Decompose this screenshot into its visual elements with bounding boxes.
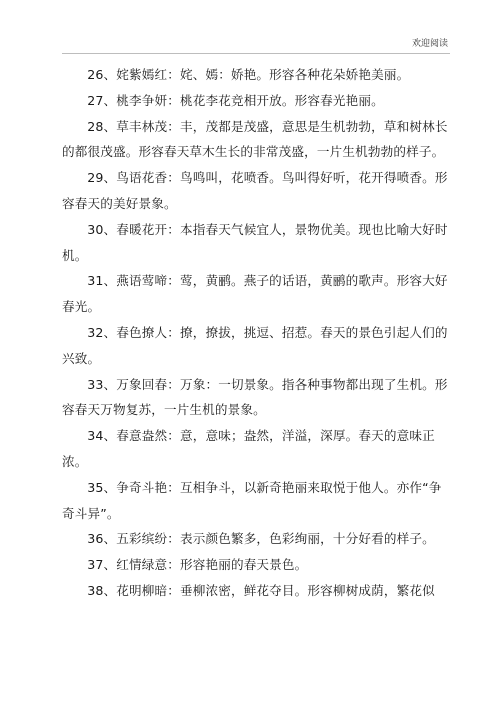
idiom-entry-35: 35、争奇斗艳：互相争斗，以新奇艳丽来取悦于他人。亦作“争奇斗异”。 (62, 479, 442, 521)
idiom-entry-28: 28、草丰林茂：丰，茂都是茂盛，意思是生机勃勃，草和树林长的都很茂盛。形容春天草木生长的非常茂盛，一片生机勃勃的样子。 (62, 118, 448, 160)
idiom-entry-29: 29、鸟语花香：鸟鸣叫，花喷香。鸟叫得好听，花开得喷香。形容春天的美好景象。 (62, 170, 448, 211)
idiom-entry-32: 32、春色撩人：撩，撩拔，挑逗、招惹。春天的景色引起人们的兴致。 (62, 324, 448, 366)
idiom-entry-36: 36、五彩缤纷：表示颜色繁多，色彩绚丽，十分好看的样子。 (87, 531, 435, 547)
idiom-entry-37: 37、红情绿意：形容艳丽的春天景色。 (87, 557, 308, 573)
idiom-entry-34: 34、春意盎然：意，意味；盎然，洋溢，深厚。春天的意味正浓。 (62, 428, 435, 469)
page-header (0, 0, 500, 56)
idiom-entry-38: 38、花明柳暗：垂柳浓密，鲜花夺目。形容柳树成荫，繁花似 (87, 582, 435, 598)
idiom-entry-30: 30、春暖花开：本指春天气候宜人，景物优美。现也比喻大好时机。 (62, 221, 448, 263)
header-text: 欢迎阅读 (411, 39, 448, 49)
idiom-entry-26: 26、姹紫嫣红：姹、嫣：娇艳。形容各种花朵娇艳美丽。 (87, 67, 410, 82)
document-body (62, 62, 452, 604)
header-divider (62, 53, 450, 54)
idiom-entry-33: 33、万象回春：万象：一切景象。指各种事物都出现了生机。形容春天万物复苏，一片生机的景象。 (62, 376, 448, 418)
idiom-entry-31: 31、燕语莺啼：莺，黄鹂。燕子的话语，黄鹂的歌声。形容大好春光。 (62, 273, 448, 315)
idiom-entry-27: 27、桃李争妍：桃花李花竞相开放。形容春光艳丽。 (87, 92, 384, 108)
